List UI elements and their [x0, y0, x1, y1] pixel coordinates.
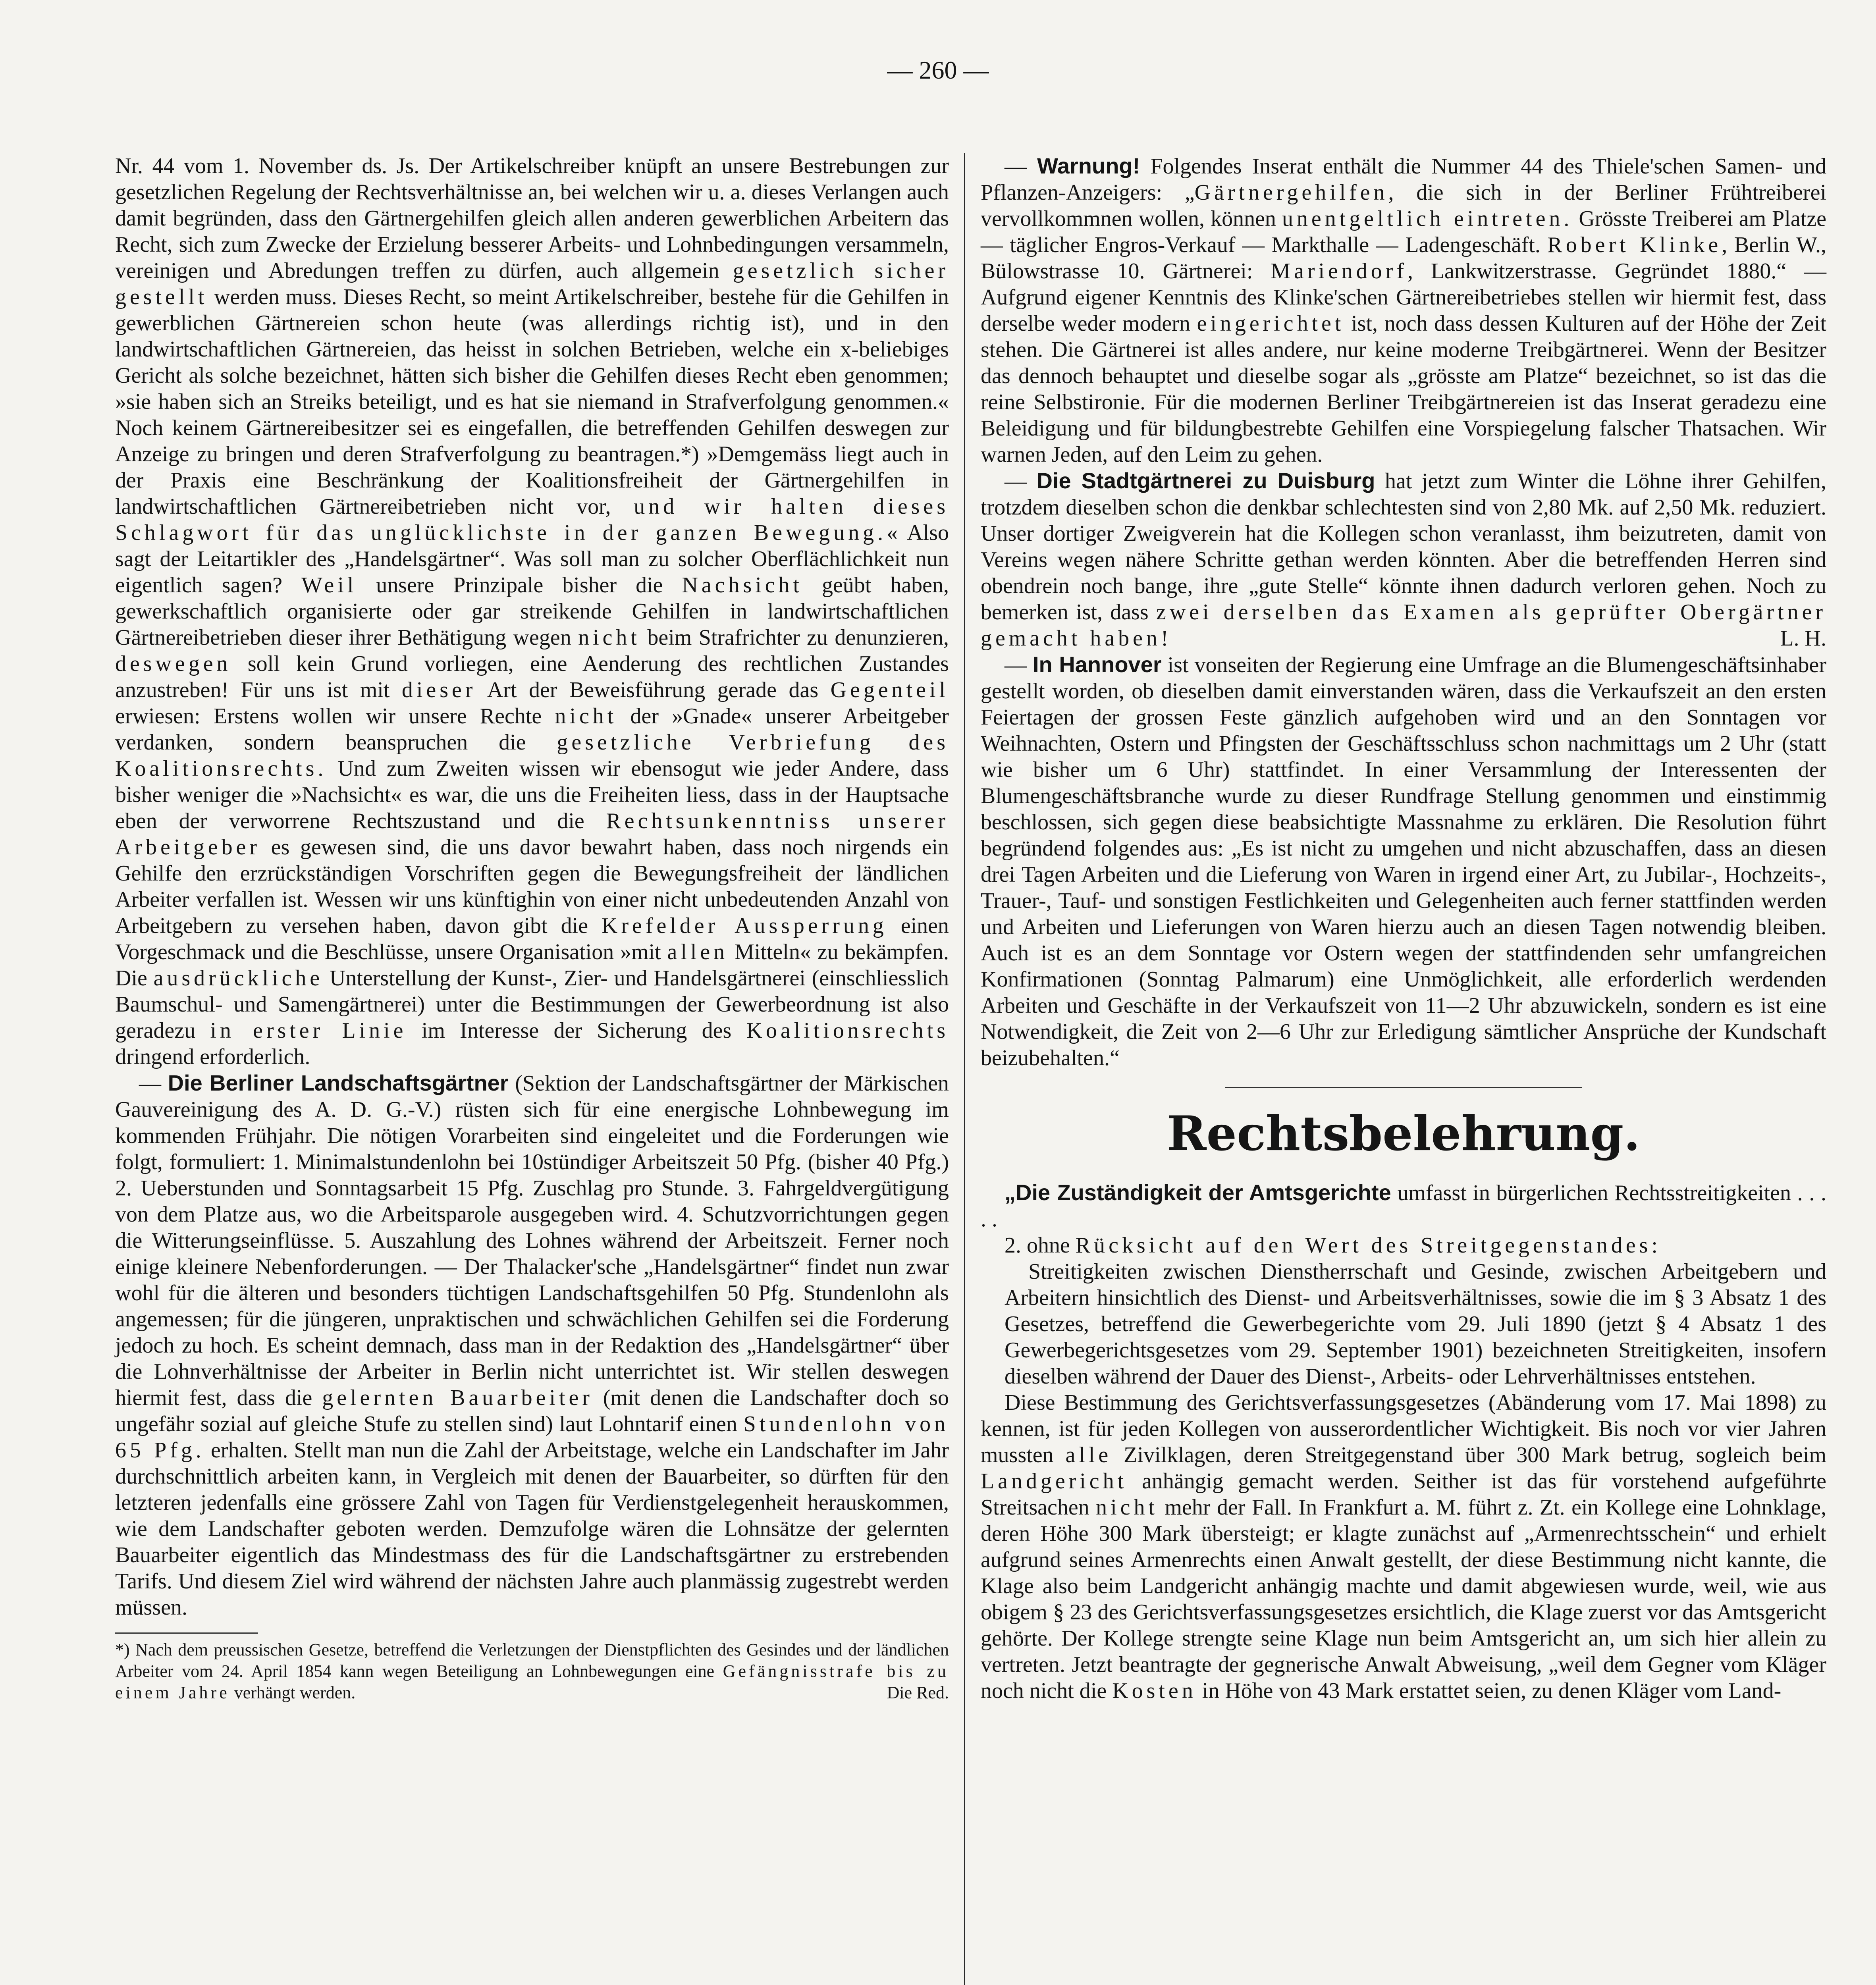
hannover-article: — In Hannover ist vonseiten der Regierung eine Umfrage an die Blumengeschäftsinhaber gestellt worden, ob dieselben damit einverstanden wären, dass die Verkaufszeit an den ersten Feiertagen der grossen Feste gänzlich aufgehoben wird und an den Sonntagen vor Weihnachten, Ostern und Pfingsten der Geschäftsschluss schon nachmittags um 2 Uhr (statt wie bisher um 6 Uhr) stattfindet. In einer Versammlung der Interessenten der Blumengeschäftsbranche wurde zu dieser Rundfrage Stellung genommen und einstimmig beschlossen, sich gegen diese beabsichtigte Massnahme zu erklären. Die Resolution führt begründend folgendes aus: „Es ist nicht zu umgehen und nicht abzuschaffen, dass an diesen drei Tagen Arbeiten und die Lieferung von Waren in irgend einer Art, zu Jubilar-, Hochzeits-, Trauer-, Tauf- und sonstigen Festlichkeiten und Gelegenheiten auch ferner stattfinden werden und Arbeiten und Lieferungen von Waren hierzu auch an diesen Tagen notwendig bleiben. Auch ist es an dem Sonntage vor Ostern wegen der stattfindenden sehr umfangreichen Konfirmationen (Sonntag Palmarum) eine Unmöglichkeit, alle erforderlich werdenden Arbeiten und Geschäfte in der Verkaufszeit von 11—2 Uhr abzuwickeln, sondern es ist eine Notwendigkeit, die Zeit von 2—6 Uhr zur Erledigung sämtlicher Ansprüche der Kundschaft beizubehalten.“ [981, 652, 1827, 1070]
article-title: In Hannover [1033, 652, 1162, 677]
landschaftsgaertner-article: — Die Berliner Landschaftsgärtner (Sektion der Landschaftsgärtner der Märkischen Gauvereinigung des A. D. G.-V.) rüsten sich für eine energische Lohnbewegung im kommenden Frühjahr. Die nötigen Vorarbeiten sind eingeleitet und die Forderungen wie folgt, formuliert: 1. Minimalstundenlohn bei 10stündiger Arbeitszeit 50 Pfg. (bisher 40 Pfg.) 2. Ueberstunden und Sonntagsarbeit 15 Pfg. Zuschlag pro Stunde. 3. Fahrgeldvergütigung von dem Platze aus, wo die Arbeitsparole ausgegeben wird. 4. Schutzvorrichtungen gegen die Witterungseinflüsse. 5. Auszahlung des Lohnes während der Arbeitszeit. Ferner noch einige kleinere Nebenforderungen. — Der Thalacker'sche „Handelsgärtner“ findet nun zwar wohl für die älteren und besonders tüchtigen Landschaftsgehilfen 50 Pfg. Stundenlohn als angemessen; für die jüngeren, unpraktischen und schwächlichen Gehilfen sei die Forderung jedoch zu hoch. Es scheint demnach, dass man in der Redaktion des „Handelsgärtner“ über die Lohnverhältnisse der Arbeiter in Berlin nicht unterrichtet ist. Wir stellen deswegen hiermit fest, dass die gelernten Bauarbeiter (mit denen die Landschafter doch so ungefähr sozial auf gleiche Stufe zu stellen sind) laut Lohntarif einen Stundenlohn von 65 Pfg. erhalten. Stellt man nun die Zahl der Arbeitstage, welche ein Landschafter im Jahr durchschnittlich arbeiten kann, in Vergleich mit denen der Bauarbeiter, so dürften für den letzteren jedenfalls eine grössere Zahl von Tagen für Verdienstgelegenheit herauskommen, wie dem Landschafter geboten werden. Demzufolge wären die Lohnsätze der gelernten Bauarbeiter eigentlich das Mindestmass des für die Landschaftsgärtner zu erstrebenden Tarifs. Und diesem Ziel wird während der nächsten Jahre auch planmässig zugestrebt werden müssen. [115, 1070, 949, 1620]
left-column [115, 153, 949, 1704]
page-number: — 260 — [887, 56, 989, 84]
article-signature: L. H. [1780, 626, 1826, 651]
rechtsbelehrung-point: 2. ohne Rücksicht auf den Wert des Streitgegenstandes: [1005, 1233, 1661, 1258]
rechtsbelehrung-quote: Streitigkeiten zwischen Dienstherrschaft und Gesinde, zwischen Arbeitgebern und Arbeitern hinsichtlich des Dienst- und Arbeitsverhältnisses, sowie die im § 3 Absatz 1 des Gesetzes, betreffend die Gewerbegerichte vom 29. Juli 1890 (jetzt § 4 Absatz 1 des Gewerbegerichtsgesetzes vom 29. September 1901) bezeichneten Streitigkeiten, insofern dieselben während der Dauer des Dienst-, Arbeits- oder Lehrverhältnisses entstehen. [1005, 1259, 1826, 1389]
footnote: *) Nach dem preussischen Gesetze, betreffend die Verletzungen der Dienstpflichten des Gesindes und der ländlichen Arbeiter vom 24. April 1854 kann wegen Beteiligung an Lohnbewegungen eine Gefängnisstrafe bis zu einem Jahre verhängt werden. Die Red. [115, 1639, 949, 1704]
warnung-article: — Warnung! Folgendes Inserat enthält die Nummer 44 des Thiele'schen Samen- und Pflanzen-Anzeigers: „Gärtnergehilfen, die sich in der Berliner Frühtreiberei vervollkommnen wollen, können unentgeltlich eintreten. Grösste Treiberei am Platze — täglicher Engros-Verkauf — Markthalle — Ladengeschäft. Robert Klinke, Berlin W., Bülowstrasse 10. Gärtnerei: Mariendorf, Lankwitzerstrasse. Gegründet 1880.“ — Aufgrund eigener Kenntnis des Klinke'schen Gärtnereibetriebes stellen wir hiermit fest, dass derselbe weder modern eingerichtet ist, noch dass dessen Kulturen auf der Höhe der Zeit stehen. Die Gärtnerei ist alles andere, nur keine moderne Treibgärtnerei. Wenn der Besitzer das dennoch behauptet und dieselbe sogar als „grösste am Platze“ bezeichnet, so ist das die reine Selbstironie. Für die modernen Berliner Treibgärtnereien ist das Inserat geradezu eine Beleidigung und für bildungbestrebte Gehilfen eine Vorspiegelung falscher Thatsachen. Wir warnen Jeden, auf den Leim zu gehen. [981, 153, 1827, 467]
duisburg-article: — Die Stadtgärtnerei zu Duisburg hat jetzt zum Winter die Löhne ihrer Gehilfen, trotzdem dieselben schon die denkbar schlechtesten sind von 2,80 Mk. auf 2,50 Mk. reduziert. Unser dortiger Zweigverein hat die Kollegen schon veranlasst, ihm beizutreten, damit von Vereins wegen nähere Schritte gethan werden könnten. Aber die betreffenden Herren sind obendrein noch bange, ihre „gute Stelle“ könnte ihnen dadurch verloren gehen. Noch zu bemerken ist, dass zwei derselben das Examen als geprüfter Obergärtner gemacht haben! L. H. [981, 468, 1827, 651]
article-title: Die Berliner Landschaftsgärtner [168, 1070, 509, 1095]
footnote-divider [115, 1632, 258, 1634]
article-title: Warnung! [1037, 153, 1140, 178]
section-heading: Rechtsbelehrung. [1166, 1106, 1641, 1162]
rechtsbelehrung-intro: „Die Zuständigkeit der Amtsgerichte umfasst in bürgerlichen Rechtsstreitigkeiten . . . . . [981, 1180, 1826, 1231]
column-divider [964, 153, 965, 1985]
section-divider [1225, 1087, 1582, 1088]
article-title: Die Stadtgärtnerei zu Duisburg [1036, 468, 1375, 493]
right-column [981, 153, 1826, 1704]
rechtsbelehrung-body: Diese Bestimmung des Gerichtsverfassungsgesetzes (Abänderung vom 17. Mai 1898) zu kennen, ist für jeden Kollegen von ausserordentlicher Wichtigkeit. Bis noch vor vier Jahren mussten alle Zivilklagen, deren Streitgegenstand über 300 Mark betrug, sogleich beim Landgericht anhängig gemacht werden. Seither ist das für vorstehend aufgeführte Streitsachen nicht mehr der Fall. In Frankfurt a. M. führt z. Zt. ein Kollege eine Lohnklage, deren Höhe 300 Mark übersteigt; er klagte zunächst auf „Armenrechtsschein“ und erhielt aufgrund seines Armenrechts einen Anwalt gestellt, der diese Bestimmung nicht kannte, die Klage also beim Landgericht anhängig machte und damit abgewiesen wurde, weil, wie aus obigem § 23 des Gerichtsverfassungsgesetzes ersichtlich, die Klage zuerst vor das Amtsgericht gehörte. Der Kollege strengte seine Klage nun beim Amtsgericht an, um sich hier allein zu vertreten. Jetzt beantragte der gegnerische Anwalt Abweisung, „weil dem Gegner vom Kläger noch nicht die Kosten in Höhe von 43 Mark erstattet seien, zu denen Kläger vom Land- [981, 1390, 1827, 1703]
footnote-signature: Die Red. [887, 1683, 949, 1702]
koalition-article: Nr. 44 vom 1. November ds. Js. Der Artikelschreiber knüpft an unsere Bestrebungen zur gesetzlichen Regelung der Rechtsverhältnisse an, bei welchen wir u. a. dieses Verlangen auch damit begründen, dass den Gärtnergehilfen gleich allen anderen gewerblichen Arbeitern das Recht, sich zum Zwecke der Erzielung besserer Arbeits- und Lohnbedingungen versammeln, vereinigen und Abredungen treffen zu dürfen, auch allgemein gesetzlich sicher gestellt werden muss. Dieses Recht, so meint Artikelschreiber, bestehe für die Gehilfen in gewerblichen Gärtnereien schon heute (was allerdings richtig ist), und in den landwirtschaftlichen Gärtnereien, das heisst in solchen Betrieben, welche ein x-beliebiges Gericht als solche bezeichnet, hätten sich bisher die Gehilfen dieses Recht eben genommen; »sie haben sich an Streiks beteiligt, und es hat sie niemand in Strafverfolgung genommen.« Noch keinem Gärtnereibesitzer sei es eingefallen, die betreffenden Gehilfen deswegen zur Anzeige zu bringen und deren Strafverfolgung zu beantragen.*) »Demgemäss liegt auch in der Praxis eine Beschränkung der Koalitionsfreiheit der Gärtnergehilfen in landwirtschaftlichen Gärtnereibetrieben nicht vor, und wir halten dieses Schlagwort für das unglücklichste in der ganzen Bewegung.« Also sagt der Leitartikler des „Handelsgärtner“. Was soll man zu solcher Oberflächlichkeit nun eigentlich sagen? Weil unsere Prinzipale bisher die Nachsicht geübt haben, gewerkschaftlich organisierte oder gar streikende Gehilfen in landwirtschaftlichen Gärtnereibetrieben dieser ihrer Bethätigung wegen nicht beim Strafrichter zu denunzieren, deswegen soll kein Grund vorliegen, eine Aenderung des rechtlichen Zustandes anzustreben! Für uns ist mit dieser Art der Beweisführung gerade das Gegenteil erwiesen: Erstens wollen wir unsere Rechte nicht der »Gnade« unserer Arbeitgeber verdanken, sondern beanspruchen die gesetzliche Verbriefung des Koalitionsrechts. Und zum Zweiten wissen wir ebensogut wie jeder Andere, dass bisher weniger die »Nachsicht« es war, die uns die Freiheiten liess, dass in der Hauptsache eben der verworrene Rechtszustand und die Rechtsunkenntniss unserer Arbeitgeber es gewesen sind, die uns davor bewahrt haben, dass noch nirgends ein Gehilfe den erzrückständigen Vorschriften gegen die Bewegungsfreiheit der ländlichen Arbeiter verfallen ist. Wessen wir uns künftighin von einer nicht unbedeutenden Anzahl von Arbeitgebern zu versehen haben, davon gibt die Krefelder Aussperrung einen Vorgeschmack und die Beschlüsse, unsere Organisation »mit allen Mitteln« zu bekämpfen. Die ausdrückliche Unterstellung der Kunst-, Zier- und Handelsgärtnerei (einschliesslich Baumschul- und Samengärtnerei) unter die Bestimmungen der Gewerbeordnung ist also geradezu in erster Linie im Interesse der Sicherung des Koalitionsrechts dringend erforderlich. [115, 154, 949, 1069]
